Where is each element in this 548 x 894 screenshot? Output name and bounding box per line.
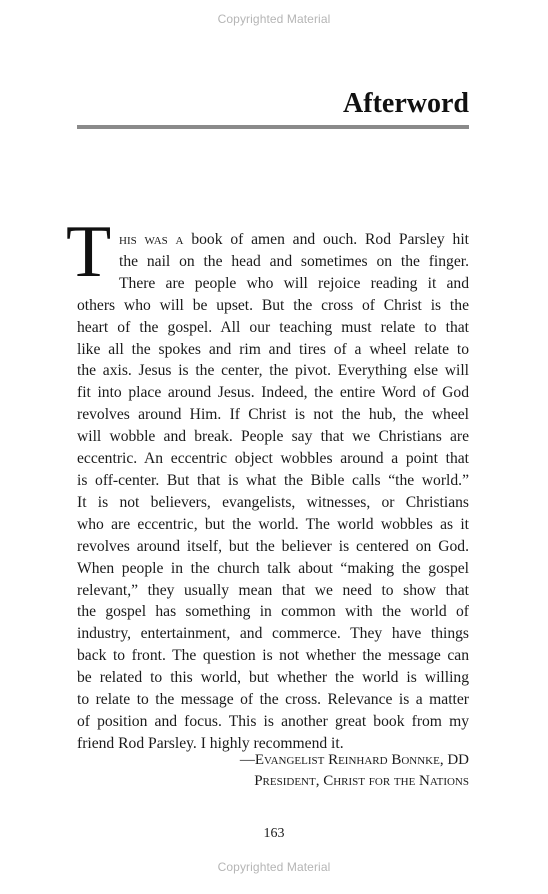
copyright-watermark-top: Copyrighted Material <box>217 12 331 26</box>
body-line: back to front. The question is not whether the message can <box>77 647 469 665</box>
body-line: friend Rod Parsley. I highly recommend it. <box>77 734 344 752</box>
body-line: others who will be upset. But the cross of Christ is the <box>77 296 469 314</box>
signature-name: —Evangelist Reinhard Bonnke, DD <box>239 752 469 768</box>
body-line: be related to this world, but whether the world is willing <box>77 669 469 687</box>
body-line: revolves around itself, but the believer is centered on God. <box>77 537 469 555</box>
body-line-1-text: book of amen and ouch. Rod Parsley hit <box>183 231 469 248</box>
signature-title: President, Christ for the Nations <box>254 773 469 789</box>
body-line: There are people who will rejoice reading it and <box>119 274 469 292</box>
drop-cap: T <box>66 211 112 293</box>
body-line: who are eccentric, but the world. The world wobbles as it <box>77 515 469 533</box>
body-line: to relate to the message of the cross. Relevance is a matter <box>77 691 469 709</box>
body-line: heart of the gospel. All our teaching must relate to that <box>77 318 469 336</box>
title-rule <box>77 125 469 129</box>
body-line: will wobble and break. People say that we Christians are <box>77 428 469 446</box>
body-line: industry, entertainment, and commerce. They have things <box>77 625 469 643</box>
copyright-watermark-bottom: Copyrighted Material <box>217 860 331 874</box>
body-line: like all the spokes and rim and tires of a wheel relate to <box>77 340 469 358</box>
body-line: is off-center. But that is what the Bible calls “the world.” <box>77 471 469 489</box>
body-line-1 <box>77 229 469 251</box>
chapter-title: Afterword <box>343 88 469 119</box>
body-paragraph <box>77 229 469 755</box>
body-line: eccentric. An eccentric object wobbles around a point that <box>77 450 469 468</box>
body-line: relevant,” they usually mean that we need to show that <box>77 581 469 599</box>
body-line: It is not believers, evangelists, witnesses, or Christians <box>77 493 469 511</box>
body-line: of position and focus. This is another great book from my <box>77 712 469 730</box>
body-line: the axis. Jesus is the center, the pivot. Everything else will <box>77 362 469 380</box>
body-line: the nail on the head and sometimes on the finger. <box>119 252 469 270</box>
lead-in-small-caps: his was a <box>119 231 184 248</box>
body-line: revolves around Him. If Christ is not the hub, the wheel <box>77 406 469 424</box>
body-line: the gospel has something in common with the world of <box>77 603 469 621</box>
body-line: When people in the church talk about “making the gospel <box>77 559 469 577</box>
page-number: 163 <box>263 826 285 841</box>
body-line: fit into place around Jesus. Indeed, the entire Word of God <box>77 384 469 402</box>
